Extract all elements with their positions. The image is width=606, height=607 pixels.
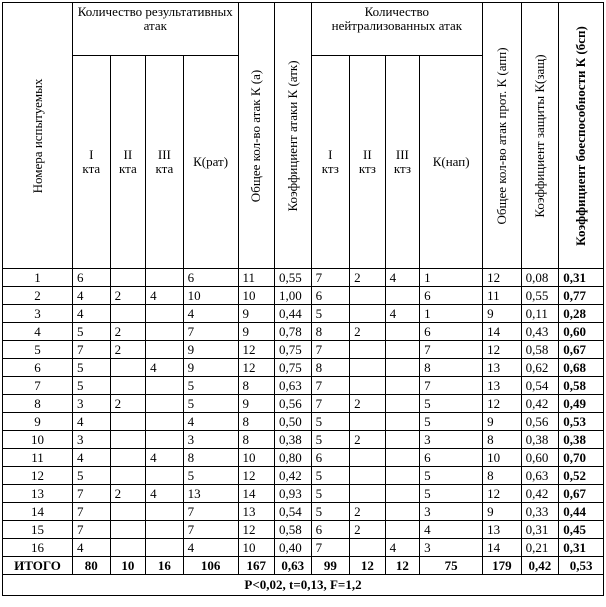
table-cell: 10 bbox=[183, 287, 238, 305]
table-cell bbox=[385, 323, 420, 341]
table-cell: 5 bbox=[311, 485, 350, 503]
table-cell: 2 bbox=[110, 323, 146, 341]
table-cell: 6 bbox=[311, 521, 350, 539]
table-cell bbox=[350, 485, 386, 503]
table-cell: 5 bbox=[73, 377, 111, 395]
table-cell bbox=[110, 413, 146, 431]
table-cell: 8 bbox=[311, 359, 350, 377]
table-cell: 7 bbox=[73, 341, 111, 359]
table-cell: 8 bbox=[238, 431, 275, 449]
table-cell: 10 bbox=[238, 539, 275, 557]
table-cell bbox=[110, 467, 146, 485]
table-cell: 4 bbox=[73, 413, 111, 431]
table-cell: 0,44 bbox=[559, 503, 604, 521]
table-cell: 9 bbox=[238, 395, 275, 413]
table-row bbox=[3, 503, 604, 521]
total-cell: 0,63 bbox=[275, 557, 312, 575]
table-cell: 0,31 bbox=[521, 521, 559, 539]
table-cell bbox=[110, 521, 146, 539]
table-cell bbox=[110, 431, 146, 449]
subject-number: 1 bbox=[3, 269, 73, 287]
total-cell: 179 bbox=[483, 557, 522, 575]
neutral-col-3: III ктз bbox=[385, 56, 420, 269]
table-row bbox=[3, 449, 604, 467]
table-cell bbox=[146, 503, 184, 521]
table-cell: 3 bbox=[420, 539, 483, 557]
table-cell: 0,60 bbox=[521, 449, 559, 467]
table-cell bbox=[385, 413, 420, 431]
table-cell: 8 bbox=[483, 431, 522, 449]
table-cell: 0,21 bbox=[521, 539, 559, 557]
table-row bbox=[3, 431, 604, 449]
total-cell: 80 bbox=[73, 557, 111, 575]
table-cell: 12 bbox=[238, 521, 275, 539]
table-cell: 14 bbox=[483, 539, 522, 557]
table-cell: 0,08 bbox=[521, 269, 559, 287]
table-cell: 6 bbox=[311, 287, 350, 305]
table-cell: 8 bbox=[420, 359, 483, 377]
table-cell: 5 bbox=[420, 395, 483, 413]
effective-col-k: К(рат) bbox=[183, 56, 238, 269]
table-cell bbox=[350, 377, 386, 395]
table-cell: 4 bbox=[385, 539, 420, 557]
table-cell: 0,70 bbox=[559, 449, 604, 467]
table-cell: 5 bbox=[420, 467, 483, 485]
table-cell: 12 bbox=[238, 341, 275, 359]
table-cell: 6 bbox=[73, 269, 111, 287]
total-cell: 16 bbox=[146, 557, 184, 575]
table-cell: 4 bbox=[183, 413, 238, 431]
table-row bbox=[3, 269, 604, 287]
table-cell: 9 bbox=[483, 305, 522, 323]
table-cell: 3 bbox=[183, 431, 238, 449]
subject-number: 10 bbox=[3, 431, 73, 449]
table-cell: 7 bbox=[73, 503, 111, 521]
table-cell: 0,40 bbox=[275, 539, 312, 557]
table-cell: 0,63 bbox=[275, 377, 312, 395]
table-cell: 0,55 bbox=[521, 287, 559, 305]
table-cell: 7 bbox=[420, 341, 483, 359]
neutral-col-k: К(нап) bbox=[420, 56, 483, 269]
table-cell: 0,78 bbox=[275, 323, 312, 341]
results-table bbox=[2, 2, 604, 596]
table-cell bbox=[350, 449, 386, 467]
table-cell: 0,67 bbox=[559, 485, 604, 503]
table-cell: 9 bbox=[483, 413, 522, 431]
table-cell bbox=[110, 539, 146, 557]
table-cell bbox=[385, 431, 420, 449]
effective-col-1: I кта bbox=[73, 56, 111, 269]
table-cell: 7 bbox=[420, 377, 483, 395]
table-cell: 9 bbox=[183, 359, 238, 377]
neutral-col-1: I ктз bbox=[311, 56, 350, 269]
effective-col-2: II кта bbox=[110, 56, 146, 269]
table-cell bbox=[385, 395, 420, 413]
table-cell: 0,60 bbox=[559, 323, 604, 341]
table-cell: 0,52 bbox=[559, 467, 604, 485]
table-cell: 2 bbox=[350, 323, 386, 341]
effective-attacks-header: Количество результативных атак bbox=[73, 3, 238, 56]
total-cell: 12 bbox=[385, 557, 420, 575]
table-cell: 1 bbox=[420, 305, 483, 323]
table-cell: 4 bbox=[146, 449, 184, 467]
table-cell: 2 bbox=[110, 287, 146, 305]
table-cell bbox=[146, 323, 184, 341]
table-cell: 0,56 bbox=[521, 413, 559, 431]
table-cell bbox=[385, 287, 420, 305]
table-cell: 7 bbox=[73, 521, 111, 539]
total-cell: 75 bbox=[420, 557, 483, 575]
table-row bbox=[3, 467, 604, 485]
table-cell: 4 bbox=[73, 305, 111, 323]
table-cell: 0,38 bbox=[559, 431, 604, 449]
table-cell: 3 bbox=[73, 395, 111, 413]
table-cell: 2 bbox=[350, 503, 386, 521]
subjects-header: Номера испытуемых bbox=[3, 3, 73, 269]
table-cell: 2 bbox=[350, 521, 386, 539]
table-cell: 0,38 bbox=[521, 431, 559, 449]
table-cell: 3 bbox=[73, 431, 111, 449]
table-cell: 8 bbox=[183, 449, 238, 467]
table-cell: 5 bbox=[73, 359, 111, 377]
total-cell: 0,42 bbox=[521, 557, 559, 575]
table-cell bbox=[385, 467, 420, 485]
table-cell bbox=[350, 467, 386, 485]
table-row bbox=[3, 377, 604, 395]
table-cell: 4 bbox=[183, 305, 238, 323]
subject-number: 16 bbox=[3, 539, 73, 557]
table-cell bbox=[146, 377, 184, 395]
table-cell: 0,63 bbox=[521, 467, 559, 485]
table-row bbox=[3, 413, 604, 431]
table-cell: 11 bbox=[238, 269, 275, 287]
table-cell: 9 bbox=[183, 341, 238, 359]
neutralized-attacks-header: Количество нейтрализованных атак bbox=[311, 3, 483, 56]
table-cell: 0,31 bbox=[559, 539, 604, 557]
table-cell: 3 bbox=[420, 503, 483, 521]
table-cell: 5 bbox=[420, 413, 483, 431]
table-row bbox=[3, 485, 604, 503]
table-cell: 0,42 bbox=[521, 485, 559, 503]
table-cell: 0,54 bbox=[275, 503, 312, 521]
table-cell: 13 bbox=[483, 521, 522, 539]
table-cell: 0,58 bbox=[275, 521, 312, 539]
table-cell: 12 bbox=[238, 467, 275, 485]
subject-number: 12 bbox=[3, 467, 73, 485]
table-cell: 5 bbox=[73, 323, 111, 341]
table-cell: 7 bbox=[311, 395, 350, 413]
table-row bbox=[3, 341, 604, 359]
table-cell bbox=[350, 359, 386, 377]
table-cell: 6 bbox=[420, 323, 483, 341]
table-cell bbox=[385, 485, 420, 503]
table-cell: 5 bbox=[183, 467, 238, 485]
table-cell: 2 bbox=[350, 395, 386, 413]
table-cell: 5 bbox=[311, 413, 350, 431]
subject-number: 3 bbox=[3, 305, 73, 323]
table-cell: 0,58 bbox=[521, 341, 559, 359]
total-opp-attacks-header: Общее кол-во атак прот. К (апп) bbox=[483, 3, 522, 269]
table-cell bbox=[110, 377, 146, 395]
table-cell: 4 bbox=[385, 305, 420, 323]
table-cell: 4 bbox=[420, 521, 483, 539]
table-cell bbox=[350, 287, 386, 305]
table-cell bbox=[350, 305, 386, 323]
table-cell: 4 bbox=[146, 359, 184, 377]
subject-number: 6 bbox=[3, 359, 73, 377]
table-cell: 0,31 bbox=[559, 269, 604, 287]
table-cell bbox=[385, 359, 420, 377]
table-cell: 5 bbox=[420, 485, 483, 503]
table-cell: 0,45 bbox=[559, 521, 604, 539]
table-cell: 8 bbox=[238, 413, 275, 431]
table-cell: 0,58 bbox=[559, 377, 604, 395]
table-cell: 2 bbox=[110, 485, 146, 503]
table-cell bbox=[146, 395, 184, 413]
table-cell: 8 bbox=[311, 323, 350, 341]
subject-number: 15 bbox=[3, 521, 73, 539]
table-cell bbox=[146, 269, 184, 287]
table-cell bbox=[146, 539, 184, 557]
table-cell: 12 bbox=[483, 395, 522, 413]
table-cell: 7 bbox=[311, 377, 350, 395]
subject-number: 4 bbox=[3, 323, 73, 341]
table-cell: 5 bbox=[183, 395, 238, 413]
table-cell: 4 bbox=[73, 449, 111, 467]
table-cell: 4 bbox=[183, 539, 238, 557]
combat-coef-header: Коэффициент боеспособности К (бсп) bbox=[559, 3, 604, 269]
table-cell: 13 bbox=[483, 359, 522, 377]
table-cell: 5 bbox=[73, 467, 111, 485]
table-cell: 0,49 bbox=[559, 395, 604, 413]
total-label: ИТОГО bbox=[3, 557, 73, 575]
total-cell: 10 bbox=[110, 557, 146, 575]
table-cell: 4 bbox=[73, 287, 111, 305]
table-cell: 10 bbox=[238, 287, 275, 305]
table-cell: 0,42 bbox=[275, 467, 312, 485]
table-cell: 4 bbox=[146, 287, 184, 305]
subject-number: 7 bbox=[3, 377, 73, 395]
table-cell: 0,68 bbox=[559, 359, 604, 377]
table-cell: 8 bbox=[238, 377, 275, 395]
table-cell: 7 bbox=[183, 503, 238, 521]
table-cell: 7 bbox=[311, 539, 350, 557]
table-cell: 4 bbox=[73, 539, 111, 557]
table-cell: 0,33 bbox=[521, 503, 559, 521]
subject-number: 2 bbox=[3, 287, 73, 305]
total-cell: 99 bbox=[311, 557, 350, 575]
table-cell: 8 bbox=[483, 467, 522, 485]
table-cell: 0,67 bbox=[559, 341, 604, 359]
subject-number: 13 bbox=[3, 485, 73, 503]
table-row bbox=[3, 521, 604, 539]
attack-coef-header: Коэффициент атаки К (атк) bbox=[275, 3, 312, 269]
table-cell: 0,38 bbox=[275, 431, 312, 449]
effective-col-3: III кта bbox=[146, 56, 184, 269]
table-cell: 9 bbox=[238, 305, 275, 323]
table-cell bbox=[110, 359, 146, 377]
table-row bbox=[3, 539, 604, 557]
table-cell: 2 bbox=[110, 395, 146, 413]
table-cell: 12 bbox=[483, 485, 522, 503]
table-cell: 0,50 bbox=[275, 413, 312, 431]
table-cell: 5 bbox=[311, 467, 350, 485]
table-cell bbox=[146, 305, 184, 323]
table-cell bbox=[110, 305, 146, 323]
table-cell: 5 bbox=[311, 431, 350, 449]
total-cell: 12 bbox=[350, 557, 386, 575]
table-cell: 5 bbox=[311, 305, 350, 323]
neutral-col-2: II ктз bbox=[350, 56, 386, 269]
table-cell bbox=[385, 341, 420, 359]
table-cell: 14 bbox=[483, 323, 522, 341]
table-cell: 14 bbox=[238, 485, 275, 503]
table-cell: 6 bbox=[420, 449, 483, 467]
total-cell: 106 bbox=[183, 557, 238, 575]
table-cell bbox=[350, 539, 386, 557]
table-cell: 9 bbox=[238, 323, 275, 341]
table-cell: 0,75 bbox=[275, 341, 312, 359]
subject-number: 14 bbox=[3, 503, 73, 521]
table-cell: 9 bbox=[483, 503, 522, 521]
table-cell bbox=[110, 269, 146, 287]
table-cell bbox=[110, 449, 146, 467]
table-cell bbox=[385, 503, 420, 521]
table-cell: 0,93 bbox=[275, 485, 312, 503]
table-cell: 6 bbox=[311, 449, 350, 467]
table-row bbox=[3, 395, 604, 413]
table-cell: 10 bbox=[483, 449, 522, 467]
table-cell: 5 bbox=[311, 503, 350, 521]
table-cell: 7 bbox=[73, 485, 111, 503]
total-row bbox=[3, 557, 604, 575]
table-cell bbox=[110, 503, 146, 521]
table-cell: 7 bbox=[311, 341, 350, 359]
table-cell: 2 bbox=[110, 341, 146, 359]
table-cell: 6 bbox=[183, 269, 238, 287]
table-cell: 7 bbox=[311, 269, 350, 287]
table-cell: 0,11 bbox=[521, 305, 559, 323]
table-cell: 0,80 bbox=[275, 449, 312, 467]
table-cell: 6 bbox=[420, 287, 483, 305]
table-cell: 2 bbox=[350, 431, 386, 449]
table-cell: 1,00 bbox=[275, 287, 312, 305]
table-cell: 12 bbox=[238, 359, 275, 377]
table-cell: 13 bbox=[183, 485, 238, 503]
table-cell bbox=[146, 521, 184, 539]
table-cell: 4 bbox=[146, 485, 184, 503]
table-cell: 0,28 bbox=[559, 305, 604, 323]
table-cell bbox=[385, 377, 420, 395]
table-cell: 3 bbox=[420, 431, 483, 449]
subject-number: 9 bbox=[3, 413, 73, 431]
table-cell: 0,43 bbox=[521, 323, 559, 341]
table-cell: 0,77 bbox=[559, 287, 604, 305]
table-cell: 13 bbox=[238, 503, 275, 521]
table-row bbox=[3, 305, 604, 323]
table-cell bbox=[146, 467, 184, 485]
table-cell: 0,56 bbox=[275, 395, 312, 413]
defense-coef-header: Коэффициент защиты К(защ) bbox=[521, 3, 559, 269]
table-cell: 0,54 bbox=[521, 377, 559, 395]
table-cell: 12 bbox=[483, 269, 522, 287]
table-cell bbox=[350, 413, 386, 431]
table-cell: 10 bbox=[238, 449, 275, 467]
table-cell: 0,42 bbox=[521, 395, 559, 413]
total-attacks-header: Общее кол-во атак К (а) bbox=[238, 3, 275, 269]
table-cell: 0,75 bbox=[275, 359, 312, 377]
table-cell: 1 bbox=[420, 269, 483, 287]
subject-number: 8 bbox=[3, 395, 73, 413]
table-cell: 0,62 bbox=[521, 359, 559, 377]
table-cell: 11 bbox=[483, 287, 522, 305]
subject-number: 11 bbox=[3, 449, 73, 467]
table-cell: 5 bbox=[183, 377, 238, 395]
table-cell bbox=[385, 521, 420, 539]
table-cell bbox=[146, 413, 184, 431]
table-cell: 7 bbox=[183, 323, 238, 341]
table-cell: 4 bbox=[385, 269, 420, 287]
table-row bbox=[3, 359, 604, 377]
table-cell: 0,55 bbox=[275, 269, 312, 287]
total-cell: 167 bbox=[238, 557, 275, 575]
table-row bbox=[3, 287, 604, 305]
total-cell: 0,53 bbox=[559, 557, 604, 575]
subject-number: 5 bbox=[3, 341, 73, 359]
table-cell: 2 bbox=[350, 269, 386, 287]
table-row bbox=[3, 323, 604, 341]
table-cell: 7 bbox=[183, 521, 238, 539]
statistics-footer: P<0,02, t=0,13, F=1,2 bbox=[3, 575, 604, 596]
table-body bbox=[3, 269, 604, 557]
table-cell bbox=[146, 341, 184, 359]
table-cell bbox=[385, 449, 420, 467]
table-cell: 0,44 bbox=[275, 305, 312, 323]
table-cell: 12 bbox=[483, 341, 522, 359]
table-cell: 13 bbox=[483, 377, 522, 395]
table-cell bbox=[146, 431, 184, 449]
table-cell bbox=[350, 341, 386, 359]
table-cell: 0,53 bbox=[559, 413, 604, 431]
